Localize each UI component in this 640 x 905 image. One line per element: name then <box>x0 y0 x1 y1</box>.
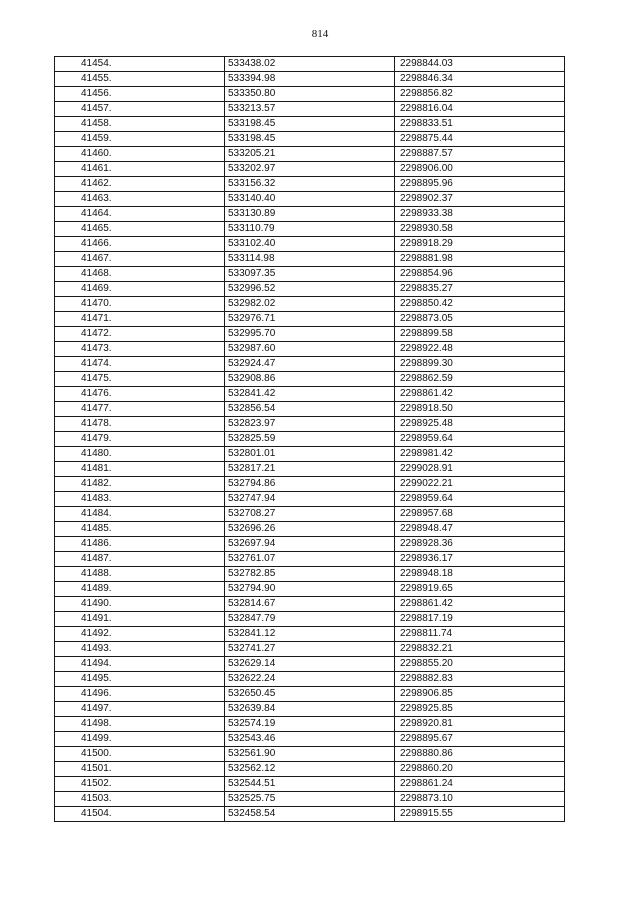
table-row <box>55 72 565 87</box>
x-coordinate-cell: 532696.26 <box>225 522 395 537</box>
table-row <box>55 462 565 477</box>
point-id-cell: 41501. <box>55 762 225 777</box>
table-row <box>55 582 565 597</box>
x-coordinate-cell: 533140.40 <box>225 192 395 207</box>
x-coordinate-cell: 532782.85 <box>225 567 395 582</box>
table-row <box>55 732 565 747</box>
x-coordinate-cell: 532747.94 <box>225 492 395 507</box>
y-coordinate-cell: 2298832.21 <box>395 642 565 657</box>
table-row <box>55 342 565 357</box>
point-id-cell: 41491. <box>55 612 225 627</box>
table-row <box>55 312 565 327</box>
x-coordinate-cell: 533394.98 <box>225 72 395 87</box>
y-coordinate-cell: 2298817.19 <box>395 612 565 627</box>
x-coordinate-cell: 532817.21 <box>225 462 395 477</box>
table-row <box>55 192 565 207</box>
x-coordinate-cell: 532544.51 <box>225 777 395 792</box>
x-coordinate-cell: 532622.24 <box>225 672 395 687</box>
x-coordinate-cell: 532741.27 <box>225 642 395 657</box>
x-coordinate-cell: 532987.60 <box>225 342 395 357</box>
y-coordinate-cell: 2298906.00 <box>395 162 565 177</box>
table-row <box>55 792 565 807</box>
y-coordinate-cell: 2298902.37 <box>395 192 565 207</box>
y-coordinate-cell: 2298895.67 <box>395 732 565 747</box>
point-id-cell: 41469. <box>55 282 225 297</box>
point-id-cell: 41470. <box>55 297 225 312</box>
table-row <box>55 132 565 147</box>
y-coordinate-cell: 2298856.82 <box>395 87 565 102</box>
point-id-cell: 41494. <box>55 657 225 672</box>
table-row <box>55 207 565 222</box>
y-coordinate-cell: 2298933.38 <box>395 207 565 222</box>
point-id-cell: 41471. <box>55 312 225 327</box>
table-row <box>55 522 565 537</box>
page-number: 814 <box>311 28 329 40</box>
table-row <box>55 252 565 267</box>
x-coordinate-cell: 532761.07 <box>225 552 395 567</box>
x-coordinate-cell: 533198.45 <box>225 117 395 132</box>
y-coordinate-cell: 2298875.44 <box>395 132 565 147</box>
point-id-cell: 41480. <box>55 447 225 462</box>
point-id-cell: 41484. <box>55 507 225 522</box>
table-row <box>55 147 565 162</box>
table-row <box>55 372 565 387</box>
table-row <box>55 357 565 372</box>
y-coordinate-cell: 2298873.10 <box>395 792 565 807</box>
table-row <box>55 702 565 717</box>
point-id-cell: 41489. <box>55 582 225 597</box>
y-coordinate-cell: 2298919.65 <box>395 582 565 597</box>
y-coordinate-cell: 2298925.85 <box>395 702 565 717</box>
point-id-cell: 41503. <box>55 792 225 807</box>
x-coordinate-cell: 532697.94 <box>225 537 395 552</box>
x-coordinate-cell: 532847.79 <box>225 612 395 627</box>
table-row <box>55 162 565 177</box>
y-coordinate-cell: 2298835.27 <box>395 282 565 297</box>
point-id-cell: 41499. <box>55 732 225 747</box>
y-coordinate-cell: 2298816.04 <box>395 102 565 117</box>
table-row <box>55 297 565 312</box>
point-id-cell: 41500. <box>55 747 225 762</box>
x-coordinate-cell: 532995.70 <box>225 327 395 342</box>
table-row <box>55 612 565 627</box>
table-row <box>55 57 565 72</box>
point-id-cell: 41477. <box>55 402 225 417</box>
point-id-cell: 41490. <box>55 597 225 612</box>
table-row <box>55 537 565 552</box>
point-id-cell: 41504. <box>55 807 225 822</box>
y-coordinate-cell: 2299028.91 <box>395 462 565 477</box>
point-id-cell: 41479. <box>55 432 225 447</box>
y-coordinate-cell: 2298959.64 <box>395 432 565 447</box>
x-coordinate-cell: 532650.45 <box>225 687 395 702</box>
y-coordinate-cell: 2298880.86 <box>395 747 565 762</box>
y-coordinate-cell: 2298899.30 <box>395 357 565 372</box>
point-id-cell: 41473. <box>55 342 225 357</box>
x-coordinate-cell: 532708.27 <box>225 507 395 522</box>
table-row <box>55 327 565 342</box>
y-coordinate-cell: 2298882.83 <box>395 672 565 687</box>
point-id-cell: 41465. <box>55 222 225 237</box>
y-coordinate-cell: 2298860.20 <box>395 762 565 777</box>
x-coordinate-cell: 533438.02 <box>225 57 395 72</box>
table-row <box>55 417 565 432</box>
table-row <box>55 567 565 582</box>
point-id-cell: 41457. <box>55 102 225 117</box>
table-row <box>55 507 565 522</box>
point-id-cell: 41462. <box>55 177 225 192</box>
point-id-cell: 41458. <box>55 117 225 132</box>
point-id-cell: 41460. <box>55 147 225 162</box>
point-id-cell: 41454. <box>55 57 225 72</box>
table-row <box>55 687 565 702</box>
y-coordinate-cell: 2298959.64 <box>395 492 565 507</box>
x-coordinate-cell: 533130.89 <box>225 207 395 222</box>
table-row <box>55 177 565 192</box>
y-coordinate-cell: 2299022.21 <box>395 477 565 492</box>
table-row <box>55 117 565 132</box>
point-id-cell: 41476. <box>55 387 225 402</box>
x-coordinate-cell: 533213.57 <box>225 102 395 117</box>
x-coordinate-cell: 532794.86 <box>225 477 395 492</box>
x-coordinate-cell: 532841.42 <box>225 387 395 402</box>
y-coordinate-cell: 2298846.34 <box>395 72 565 87</box>
point-id-cell: 41468. <box>55 267 225 282</box>
y-coordinate-cell: 2298881.98 <box>395 252 565 267</box>
x-coordinate-cell: 532982.02 <box>225 297 395 312</box>
x-coordinate-cell: 532996.52 <box>225 282 395 297</box>
point-id-cell: 41483. <box>55 492 225 507</box>
table-row <box>55 552 565 567</box>
y-coordinate-cell: 2298887.57 <box>395 147 565 162</box>
table-row <box>55 627 565 642</box>
point-id-cell: 41456. <box>55 87 225 102</box>
y-coordinate-cell: 2298918.50 <box>395 402 565 417</box>
table-row <box>55 747 565 762</box>
point-id-cell: 41474. <box>55 357 225 372</box>
x-coordinate-cell: 532841.12 <box>225 627 395 642</box>
point-id-cell: 41482. <box>55 477 225 492</box>
coordinates-table <box>54 56 565 822</box>
point-id-cell: 41475. <box>55 372 225 387</box>
y-coordinate-cell: 2298873.05 <box>395 312 565 327</box>
y-coordinate-cell: 2298833.51 <box>395 117 565 132</box>
y-coordinate-cell: 2298957.68 <box>395 507 565 522</box>
point-id-cell: 41455. <box>55 72 225 87</box>
y-coordinate-cell: 2298861.42 <box>395 597 565 612</box>
point-id-cell: 41487. <box>55 552 225 567</box>
x-coordinate-cell: 533110.79 <box>225 222 395 237</box>
point-id-cell: 41495. <box>55 672 225 687</box>
x-coordinate-cell: 532801.01 <box>225 447 395 462</box>
table-row <box>55 672 565 687</box>
table-row <box>55 222 565 237</box>
x-coordinate-cell: 532794.90 <box>225 582 395 597</box>
point-id-cell: 41463. <box>55 192 225 207</box>
y-coordinate-cell: 2298981.42 <box>395 447 565 462</box>
x-coordinate-cell: 533156.32 <box>225 177 395 192</box>
y-coordinate-cell: 2298861.24 <box>395 777 565 792</box>
table-row <box>55 717 565 732</box>
y-coordinate-cell: 2298930.58 <box>395 222 565 237</box>
y-coordinate-cell: 2298899.58 <box>395 327 565 342</box>
y-coordinate-cell: 2298906.85 <box>395 687 565 702</box>
y-coordinate-cell: 2298925.48 <box>395 417 565 432</box>
table-row <box>55 267 565 282</box>
point-id-cell: 41466. <box>55 237 225 252</box>
table-row <box>55 597 565 612</box>
y-coordinate-cell: 2298915.55 <box>395 807 565 822</box>
y-coordinate-cell: 2298936.17 <box>395 552 565 567</box>
y-coordinate-cell: 2298854.96 <box>395 267 565 282</box>
x-coordinate-cell: 532825.59 <box>225 432 395 447</box>
x-coordinate-cell: 532924.47 <box>225 357 395 372</box>
y-coordinate-cell: 2298811.74 <box>395 627 565 642</box>
x-coordinate-cell: 532525.75 <box>225 792 395 807</box>
x-coordinate-cell: 533198.45 <box>225 132 395 147</box>
x-coordinate-cell: 533202.97 <box>225 162 395 177</box>
x-coordinate-cell: 532562.12 <box>225 762 395 777</box>
y-coordinate-cell: 2298948.47 <box>395 522 565 537</box>
table-row <box>55 807 565 822</box>
x-coordinate-cell: 532574.19 <box>225 717 395 732</box>
table-row <box>55 762 565 777</box>
table-row <box>55 387 565 402</box>
point-id-cell: 41467. <box>55 252 225 267</box>
point-id-cell: 41485. <box>55 522 225 537</box>
table-row <box>55 402 565 417</box>
coordinates-table-body <box>55 57 565 822</box>
y-coordinate-cell: 2298948.18 <box>395 567 565 582</box>
x-coordinate-cell: 532639.84 <box>225 702 395 717</box>
x-coordinate-cell: 533205.21 <box>225 147 395 162</box>
point-id-cell: 41481. <box>55 462 225 477</box>
point-id-cell: 41492. <box>55 627 225 642</box>
y-coordinate-cell: 2298850.42 <box>395 297 565 312</box>
table-row <box>55 237 565 252</box>
point-id-cell: 41459. <box>55 132 225 147</box>
point-id-cell: 41497. <box>55 702 225 717</box>
x-coordinate-cell: 532458.54 <box>225 807 395 822</box>
x-coordinate-cell: 533114.98 <box>225 252 395 267</box>
y-coordinate-cell: 2298861.42 <box>395 387 565 402</box>
x-coordinate-cell: 532976.71 <box>225 312 395 327</box>
point-id-cell: 41496. <box>55 687 225 702</box>
table-row <box>55 102 565 117</box>
y-coordinate-cell: 2298844.03 <box>395 57 565 72</box>
table-row <box>55 432 565 447</box>
table-row <box>55 447 565 462</box>
y-coordinate-cell: 2298862.59 <box>395 372 565 387</box>
y-coordinate-cell: 2298895.96 <box>395 177 565 192</box>
table-row <box>55 642 565 657</box>
x-coordinate-cell: 532823.97 <box>225 417 395 432</box>
x-coordinate-cell: 533102.40 <box>225 237 395 252</box>
point-id-cell: 41461. <box>55 162 225 177</box>
y-coordinate-cell: 2298918.29 <box>395 237 565 252</box>
y-coordinate-cell: 2298928.36 <box>395 537 565 552</box>
x-coordinate-cell: 532543.46 <box>225 732 395 747</box>
point-id-cell: 41478. <box>55 417 225 432</box>
y-coordinate-cell: 2298855.20 <box>395 657 565 672</box>
x-coordinate-cell: 532629.14 <box>225 657 395 672</box>
x-coordinate-cell: 532561.90 <box>225 747 395 762</box>
point-id-cell: 41488. <box>55 567 225 582</box>
x-coordinate-cell: 533097.35 <box>225 267 395 282</box>
table-row <box>55 87 565 102</box>
point-id-cell: 41498. <box>55 717 225 732</box>
point-id-cell: 41472. <box>55 327 225 342</box>
point-id-cell: 41464. <box>55 207 225 222</box>
point-id-cell: 41502. <box>55 777 225 792</box>
table-row <box>55 777 565 792</box>
table-row <box>55 282 565 297</box>
table-row <box>55 657 565 672</box>
x-coordinate-cell: 532814.67 <box>225 597 395 612</box>
x-coordinate-cell: 532908.86 <box>225 372 395 387</box>
table-row <box>55 492 565 507</box>
x-coordinate-cell: 533350.80 <box>225 87 395 102</box>
y-coordinate-cell: 2298920.81 <box>395 717 565 732</box>
point-id-cell: 41493. <box>55 642 225 657</box>
point-id-cell: 41486. <box>55 537 225 552</box>
y-coordinate-cell: 2298922.48 <box>395 342 565 357</box>
table-row <box>55 477 565 492</box>
x-coordinate-cell: 532856.54 <box>225 402 395 417</box>
